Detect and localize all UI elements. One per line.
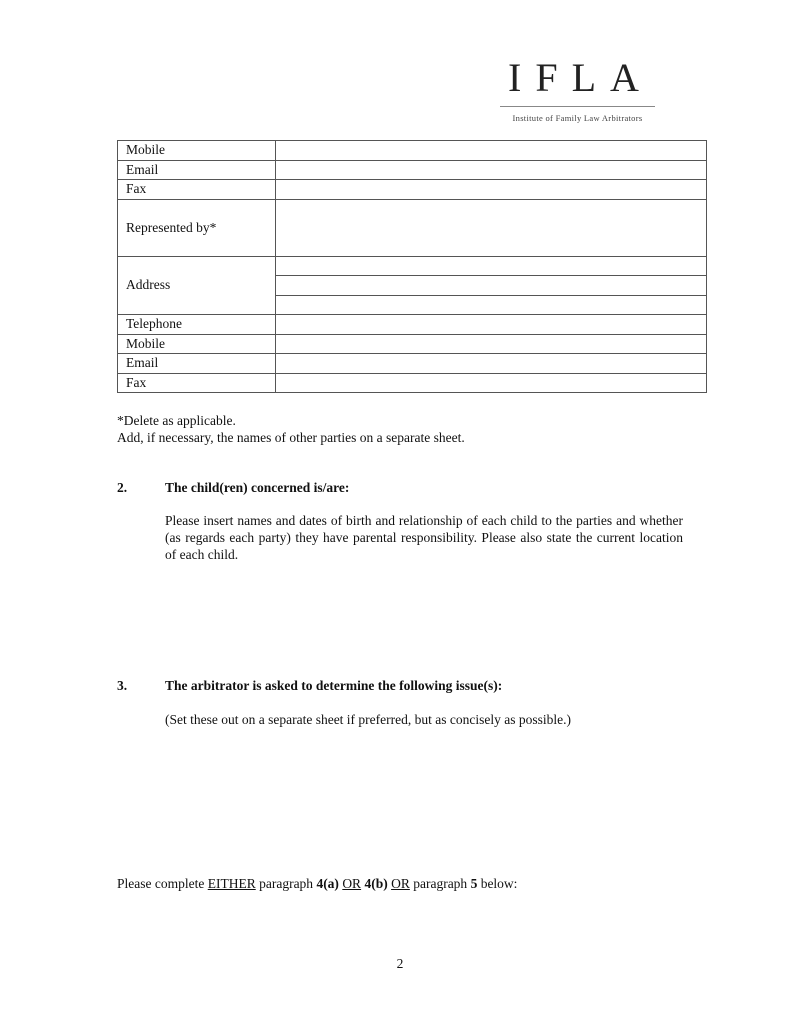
fax-field[interactable] <box>276 180 707 200</box>
address-line-2-field[interactable] <box>276 276 707 296</box>
row-label-fax-2: Fax <box>118 373 276 393</box>
row-label-email: Email <box>118 160 276 180</box>
row-label-mobile: Mobile <box>118 141 276 161</box>
ifla-logo <box>500 55 655 123</box>
mobile-field-2[interactable] <box>276 334 707 354</box>
table-row <box>118 199 707 256</box>
completion-instruction <box>117 876 517 892</box>
section-3-body: (Set these out on a separate sheet if preferred, but as concisely as possible.) <box>165 712 571 727</box>
represented-by-field[interactable] <box>276 199 707 256</box>
page-number: 2 <box>396 956 404 971</box>
instruction-paragraph: paragraph <box>255 876 317 891</box>
email-field[interactable] <box>276 160 707 180</box>
instruction-5: 5 <box>470 876 478 891</box>
row-label-represented-by: Represented by* <box>118 199 276 256</box>
instruction-either: EITHER <box>207 876 256 891</box>
table-row <box>118 315 707 335</box>
instruction-or-1: OR <box>342 876 362 891</box>
row-label-address: Address <box>118 256 276 315</box>
instruction-paragraph-2: paragraph <box>409 876 471 891</box>
table-row <box>118 141 707 161</box>
row-label-mobile-2: Mobile <box>118 334 276 354</box>
address-line-1-field[interactable] <box>276 256 707 276</box>
table-row <box>118 354 707 374</box>
other-parties-note: Add, if necessary, the names of other parties on a separate sheet. <box>117 430 465 445</box>
instruction-4a: 4(a) <box>316 876 339 891</box>
mobile-field[interactable] <box>276 141 707 161</box>
address-line-3-field[interactable] <box>276 295 707 315</box>
table-row <box>118 373 707 393</box>
email-field-2[interactable] <box>276 354 707 374</box>
instruction-suffix: below: <box>477 876 518 891</box>
instruction-4b: 4(b) <box>364 876 388 891</box>
section-3-number: 3. <box>117 678 128 693</box>
delete-note: *Delete as applicable. <box>117 413 236 428</box>
telephone-field-2[interactable] <box>276 315 707 335</box>
row-label-email-2: Email <box>118 354 276 374</box>
footnote <box>117 412 465 446</box>
section-3-title: The arbitrator is asked to determine the following issue(s): <box>165 678 503 693</box>
instruction-or-2: OR <box>391 876 410 891</box>
logo-mark: IFLA <box>508 55 653 100</box>
table-row <box>118 180 707 200</box>
section-2-number: 2. <box>117 480 128 495</box>
logo-divider <box>500 106 655 107</box>
row-label-fax: Fax <box>118 180 276 200</box>
table-row <box>118 334 707 354</box>
party-details-table <box>117 140 707 393</box>
instruction-prefix: Please complete <box>117 876 208 891</box>
section-2-body: Please insert names and dates of birth and relationship of each child to the parties and whether (as regards each party) they have parental responsibility. Please also state the current location of each child. <box>165 513 683 562</box>
row-label-telephone: Telephone <box>118 315 276 335</box>
table-row <box>118 160 707 180</box>
fax-field-2[interactable] <box>276 373 707 393</box>
logo-subtitle: Institute of Family Law Arbitrators <box>512 113 643 123</box>
table-row <box>118 256 707 276</box>
section-2-title: The child(ren) concerned is/are: <box>165 480 350 495</box>
